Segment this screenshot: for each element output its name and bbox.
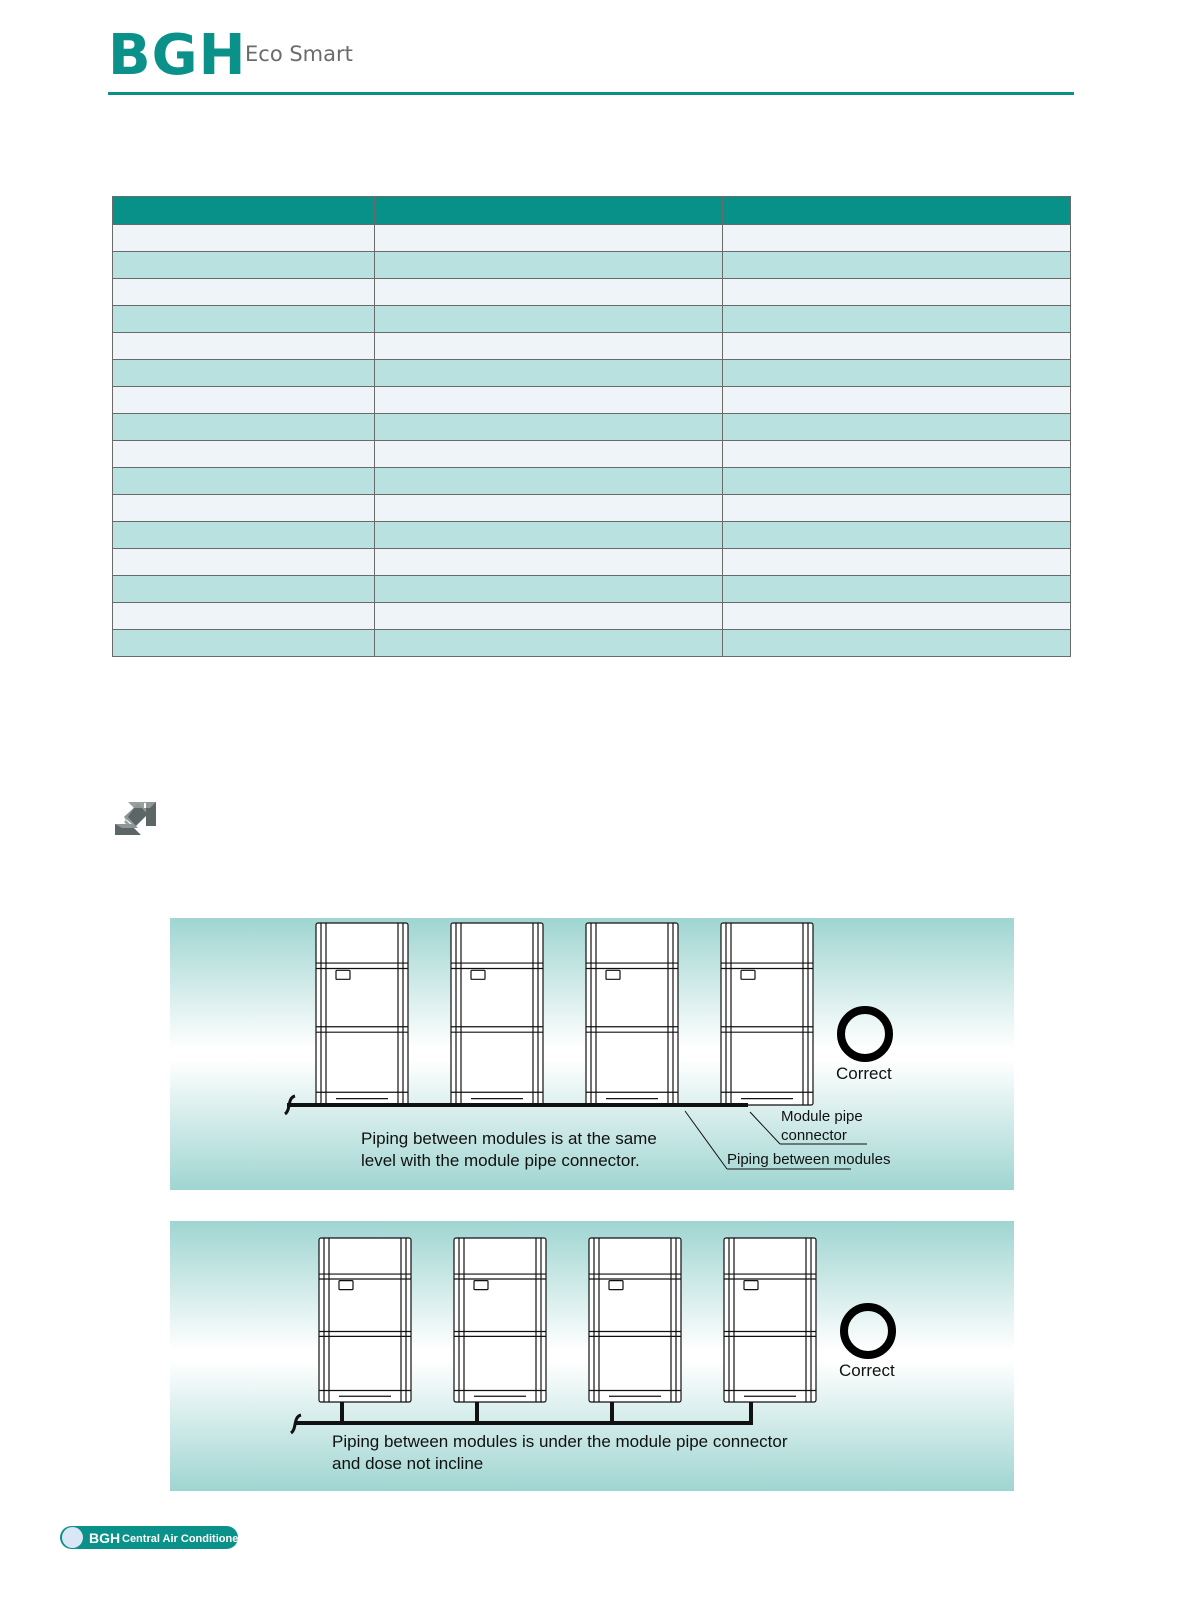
table-row <box>113 252 1071 279</box>
table-cell <box>723 387 1071 414</box>
table-cell <box>723 414 1071 441</box>
table-cell <box>723 549 1071 576</box>
table-cell <box>375 576 723 603</box>
table-row <box>113 414 1071 441</box>
caption-line1: Piping between modules is at the same <box>361 1129 657 1148</box>
table-cell <box>113 279 375 306</box>
table-cell <box>723 441 1071 468</box>
outdoor-unit <box>586 923 678 1105</box>
status-label: Correct <box>836 1064 892 1083</box>
table-cell <box>113 441 375 468</box>
table-cell <box>723 252 1071 279</box>
outdoor-unit <box>451 923 543 1105</box>
table-cell <box>375 306 723 333</box>
table-row <box>113 441 1071 468</box>
table-row <box>113 387 1071 414</box>
callout-piping: Piping between modules <box>727 1151 891 1168</box>
table-cell <box>113 495 375 522</box>
table-cell <box>113 549 375 576</box>
table-cell <box>113 414 375 441</box>
table-cell <box>723 495 1071 522</box>
table-cell <box>375 603 723 630</box>
header-divider <box>108 92 1074 95</box>
caption-line1: Piping between modules is under the module pipe connector <box>332 1432 788 1451</box>
table-cell <box>375 495 723 522</box>
table-row <box>113 549 1071 576</box>
table-cell <box>375 630 723 657</box>
outdoor-unit <box>316 923 408 1105</box>
table-cell <box>113 468 375 495</box>
caption-line2: level with the module pipe connector. <box>361 1151 640 1170</box>
table-body <box>113 225 1071 657</box>
table-cell <box>375 441 723 468</box>
table-header-cell <box>375 197 723 225</box>
outdoor-unit <box>589 1238 681 1402</box>
correct-circle-icon <box>841 1010 889 1058</box>
table-cell <box>375 549 723 576</box>
table-cell <box>375 279 723 306</box>
table-row <box>113 468 1071 495</box>
table-row <box>113 576 1071 603</box>
table-row <box>113 495 1071 522</box>
table-header-cell <box>113 197 375 225</box>
table-row <box>113 306 1071 333</box>
table-cell <box>113 333 375 360</box>
table-cell <box>723 225 1071 252</box>
table-header-cell <box>723 197 1071 225</box>
callout-connector-line1: Module pipe <box>781 1108 863 1125</box>
table-row <box>113 279 1071 306</box>
table-cell <box>723 576 1071 603</box>
table-cell <box>723 333 1071 360</box>
footer-dot <box>62 1527 83 1548</box>
outdoor-unit <box>319 1238 411 1402</box>
arrow-icon <box>112 800 156 844</box>
table-row <box>113 333 1071 360</box>
table-row <box>113 360 1071 387</box>
outdoor-unit <box>454 1238 546 1402</box>
table-cell <box>723 306 1071 333</box>
product-name: Eco Smart <box>245 42 353 66</box>
outdoor-unit <box>721 923 813 1105</box>
piping-diagram-same-level <box>170 918 1014 1190</box>
table-cell <box>723 360 1071 387</box>
table-row <box>113 522 1071 549</box>
brand-logo: BGH <box>108 23 247 88</box>
table-cell <box>113 603 375 630</box>
status-label: Correct <box>839 1361 895 1380</box>
table-cell <box>723 630 1071 657</box>
table-cell <box>723 603 1071 630</box>
table-cell <box>113 225 375 252</box>
callout-connector-line2: connector <box>781 1127 847 1144</box>
table-cell <box>113 630 375 657</box>
table-cell <box>113 522 375 549</box>
table-cell <box>375 468 723 495</box>
table-cell <box>723 468 1071 495</box>
footer-subtitle: Central Air Conditioners <box>122 1533 249 1545</box>
table-cell <box>375 333 723 360</box>
caption-line2: and dose not incline <box>332 1454 484 1473</box>
table-cell <box>113 252 375 279</box>
table-cell <box>375 522 723 549</box>
spec-table <box>112 196 1071 657</box>
table-cell <box>375 387 723 414</box>
table-cell <box>375 225 723 252</box>
outdoor-unit <box>724 1238 816 1402</box>
table-cell <box>113 306 375 333</box>
table-cell <box>113 387 375 414</box>
table-cell <box>375 414 723 441</box>
table-cell <box>723 522 1071 549</box>
table-cell <box>723 279 1071 306</box>
piping-diagram-under-connector <box>170 1221 1014 1491</box>
table-row <box>113 225 1071 252</box>
footer-brand: BGH <box>89 1530 121 1546</box>
table-cell <box>113 360 375 387</box>
table-cell <box>375 252 723 279</box>
table-cell <box>375 360 723 387</box>
correct-circle-icon <box>844 1307 892 1355</box>
table-header-row <box>113 197 1071 225</box>
table-row <box>113 603 1071 630</box>
table-row <box>113 630 1071 657</box>
table-cell <box>113 576 375 603</box>
